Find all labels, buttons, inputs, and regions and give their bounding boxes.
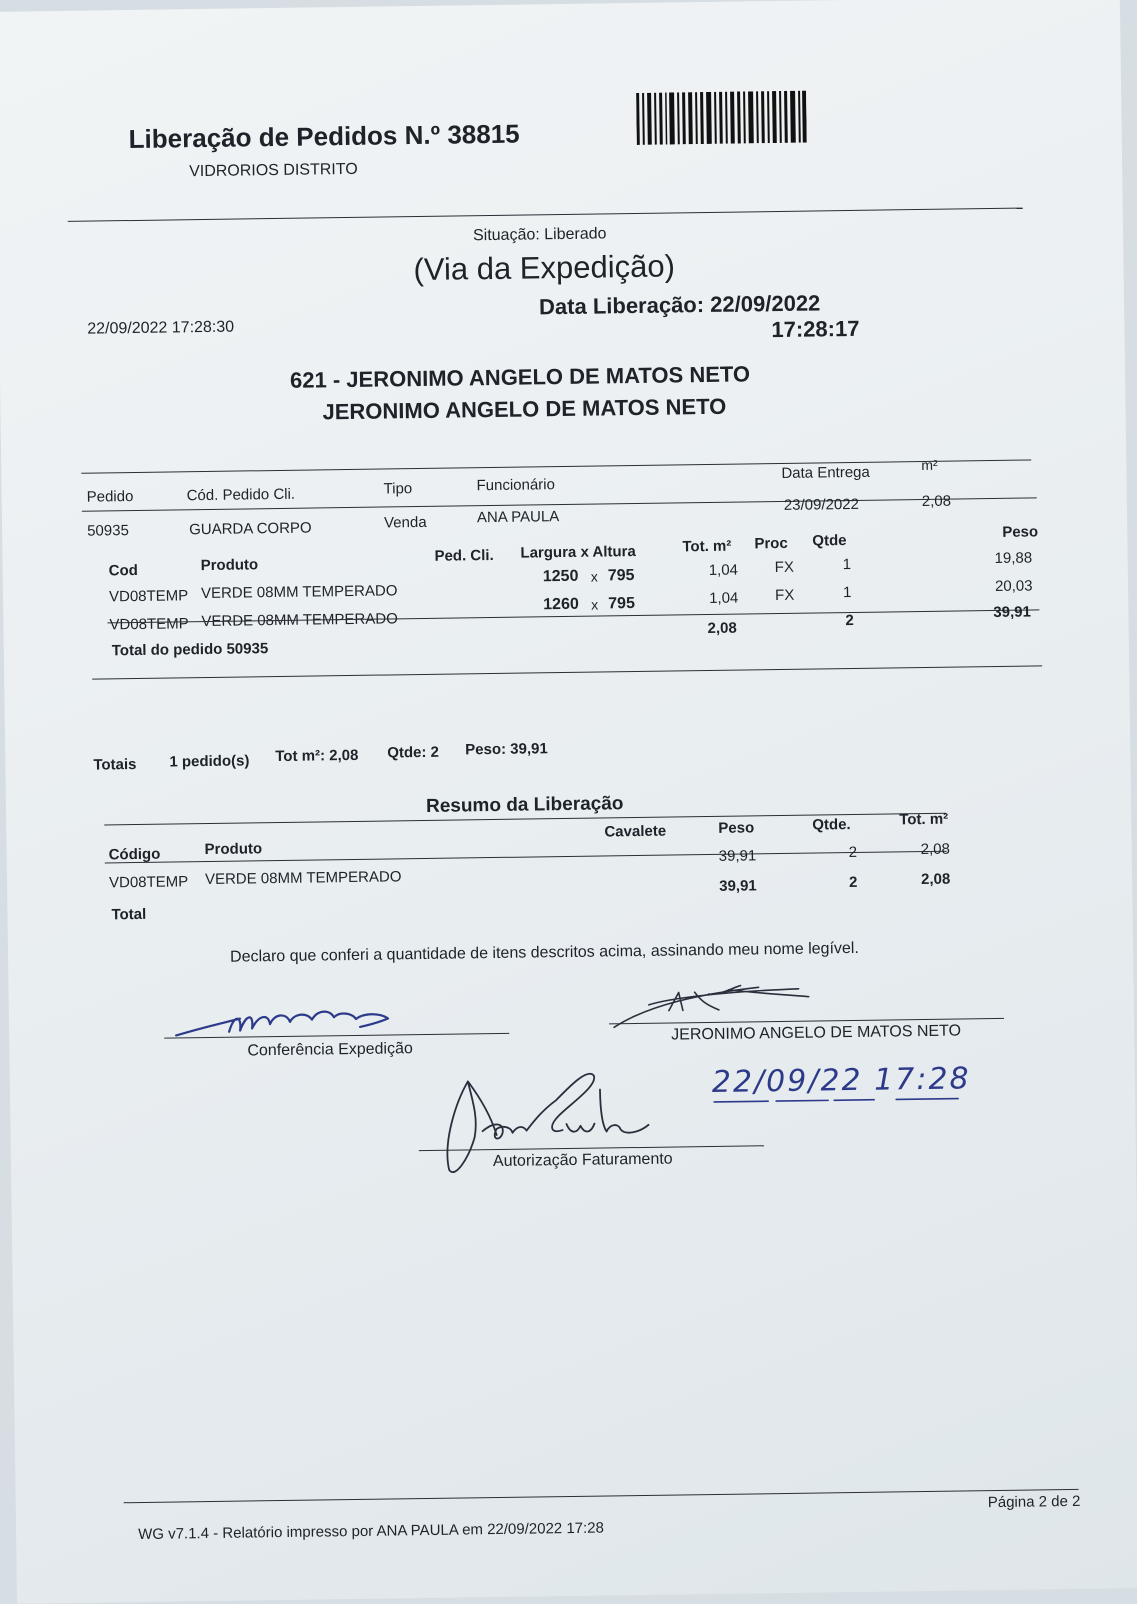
situacao: Situação: Liberado xyxy=(472,225,607,245)
col-tipo: Tipo xyxy=(383,480,413,498)
item-col-tot-m2: Tot. m² xyxy=(682,537,732,556)
handwritten-date xyxy=(710,1058,1001,1108)
item-peso: 20,03 xyxy=(994,577,1033,595)
pedido-total-m2: 2,08 xyxy=(707,619,737,638)
item-col-ped-cli: Ped. Cli. xyxy=(434,546,494,565)
barcode xyxy=(636,91,807,145)
resumo-total-label: Total xyxy=(111,905,147,924)
data-liberacao: Data Liberação: 22/09/2022 xyxy=(538,290,821,320)
pedido-top-rule xyxy=(81,456,1031,474)
item-x: x xyxy=(591,596,599,613)
declaracao-text: Declaro que conferi a quantidade de itens descritos acima, assinando meu nome legível. xyxy=(229,939,859,966)
pedido-tipo: Venda xyxy=(383,513,427,532)
pedido-total-label: Total do pedido 50935 xyxy=(111,640,269,660)
resumo-total-peso: 39,91 xyxy=(719,877,757,895)
item-peso: 19,88 xyxy=(994,549,1033,567)
conferencia-signature xyxy=(174,994,405,1047)
item-largura: 1250 xyxy=(542,567,579,586)
svg-text:22/09/22 17:28: 22/09/22 17:28 xyxy=(711,1061,971,1100)
resumo-col-tot-m2: Tot. m² xyxy=(899,810,949,829)
company-name: VIDRORIOS DISTRITO xyxy=(189,160,358,181)
pedido-data-entrega: 23/09/2022 xyxy=(783,495,860,514)
hora-liberacao: 17:28:17 xyxy=(771,315,860,343)
item-qtde: 1 xyxy=(842,583,852,602)
totais-label: Totais xyxy=(93,755,137,774)
pedido-cod-cli: GUARDA CORPO xyxy=(189,519,312,539)
item-col-qtde: Qtde xyxy=(812,532,847,550)
pedido-bottom-rule xyxy=(92,665,1042,679)
header-rule xyxy=(68,208,1023,222)
item-col-proc: Proc xyxy=(754,534,788,553)
resumo-qtde: 2 xyxy=(848,843,858,862)
resumo-total-qtde: 2 xyxy=(849,873,858,892)
resumo-col-qtde: Qtde. xyxy=(812,816,851,834)
cliente-nome-assinatura: JERONIMO ANGELO DE MATOS NETO xyxy=(671,1022,962,1044)
item-proc: FX xyxy=(774,558,795,577)
page-number: Página 2 de 2 xyxy=(987,1492,1081,1512)
col-cod-cli: Cód. Pedido Cli. xyxy=(186,485,296,505)
resumo-title: Resumo da Liberação xyxy=(425,793,624,817)
autorizacao-label: Autorização Faturamento xyxy=(492,1150,673,1171)
item-qtde: 1 xyxy=(842,555,852,574)
resumo-produto: VERDE 08MM TEMPERADO xyxy=(204,868,402,889)
item-cod: VD08TEMP xyxy=(109,615,189,634)
item-altura: 795 xyxy=(607,567,635,585)
pedido-funcionario: ANA PAULA xyxy=(476,508,560,527)
item-largura: 1260 xyxy=(543,595,579,614)
item-tot-m2: 1,04 xyxy=(709,589,739,607)
item-col-peso: Peso xyxy=(1002,523,1039,541)
resumo-tot-m2: 2,08 xyxy=(920,840,950,859)
via-label: (Via da Expedição) xyxy=(413,248,676,288)
conferencia-label: Conferência Expedição xyxy=(247,1040,413,1060)
item-produto: VERDE 08MM TEMPERADO xyxy=(200,582,398,603)
resumo-col-cavalete: Cavalete xyxy=(604,822,667,841)
pedido-numero: 50935 xyxy=(87,522,129,540)
totais-peso: Peso: 39,91 xyxy=(465,740,548,759)
resumo-codigo: VD08TEMP xyxy=(108,873,189,892)
pedido-total-qtde: 2 xyxy=(845,611,854,630)
resumo-col-peso: Peso xyxy=(718,819,755,837)
pedido-m2: 2,08 xyxy=(921,492,952,511)
col-m2: m² xyxy=(921,456,938,474)
col-pedido: Pedido xyxy=(86,488,134,506)
totais-pedidos: 1 pedido(s) xyxy=(169,752,250,771)
footer-impresso: WG v7.1.4 - Relatório impresso por ANA PAULA em 22/09/2022 17:28 xyxy=(138,1519,605,1544)
cliente-codigo-nome: 621 - JERONIMO ANGELO DE MATOS NETO xyxy=(289,361,751,393)
item-produto: VERDE 08MM TEMPERADO xyxy=(201,610,398,631)
print-datetime: 22/09/2022 17:28:30 xyxy=(87,318,235,338)
item-proc: FX xyxy=(774,586,795,605)
item-altura: 795 xyxy=(608,595,636,613)
pedido-total-peso: 39,91 xyxy=(993,603,1032,622)
document-title: Liberação de Pedidos N.º 38815 xyxy=(128,118,520,155)
totais-qtde: Qtde: 2 xyxy=(387,743,440,762)
item-col-produto: Produto xyxy=(200,556,259,575)
item-tot-m2: 1,04 xyxy=(708,561,739,579)
totais-tot-m2: Tot m²: 2,08 xyxy=(275,746,359,766)
resumo-col-codigo: Código xyxy=(108,845,161,864)
resumo-col-produto: Produto xyxy=(204,840,263,859)
col-data-entrega: Data Entrega xyxy=(781,463,870,482)
cliente-nome: JERONIMO ANGELO DE MATOS NETO xyxy=(322,393,727,425)
resumo-peso: 39,91 xyxy=(718,847,757,865)
resumo-total-m2: 2,08 xyxy=(920,870,951,889)
footer-rule xyxy=(124,1489,1079,1503)
col-funcionario: Funcionário xyxy=(476,476,556,495)
item-col-cod: Cod xyxy=(108,561,138,580)
item-col-largura-altura: Largura x Altura xyxy=(520,543,636,562)
item-x: x xyxy=(590,568,598,585)
item-cod: VD08TEMP xyxy=(108,587,189,606)
